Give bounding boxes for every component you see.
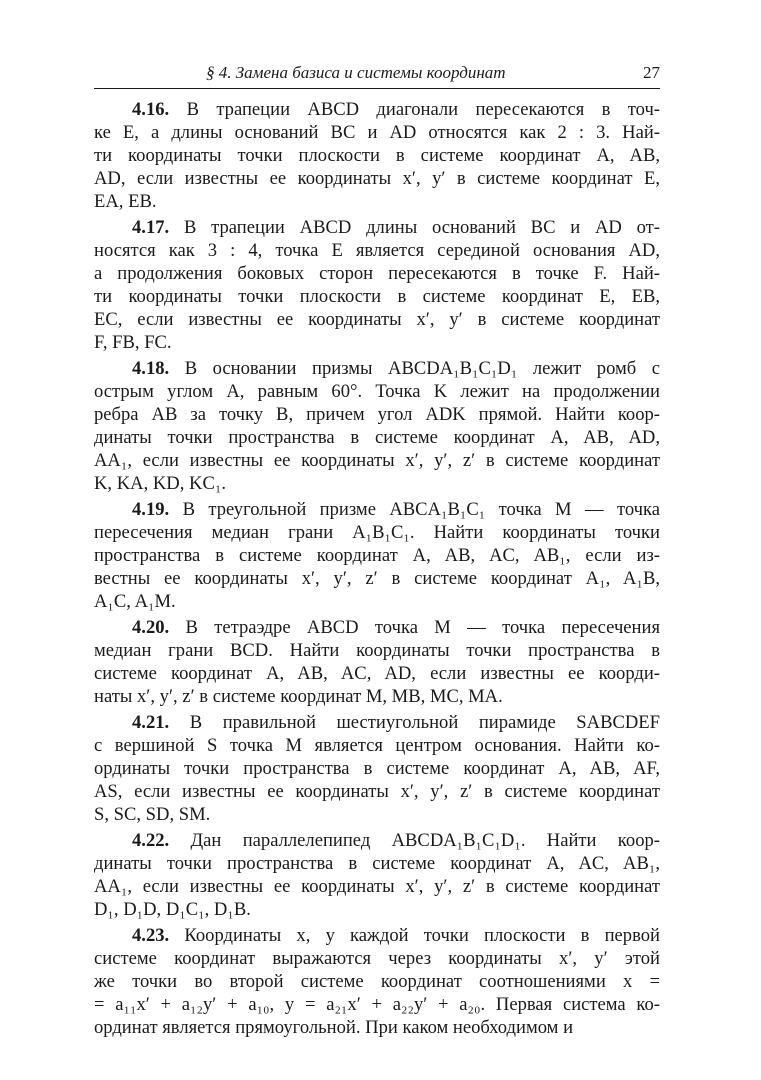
problem-line [94, 993, 660, 1016]
problem-list [94, 98, 660, 1042]
problem-line [94, 544, 660, 567]
problem-4-19 [94, 498, 660, 613]
problem-text: пространства в системе координат A, AB, AC, AB₁, если из- [94, 545, 660, 566]
problem-4-22 [94, 829, 660, 921]
problem-number: 4.17. [132, 217, 170, 238]
problem-line [94, 98, 660, 121]
problem-text: ти координаты точки плоскости в системе координат E, EB, [94, 286, 660, 307]
problem-line [94, 262, 660, 285]
problem-text: AA₁, если известны ее координаты x′, y′, z′ в системе координат [94, 450, 660, 471]
problem-text: K, KA, KD, KC₁. [94, 473, 226, 494]
problem-line [94, 947, 660, 970]
problem-line [94, 449, 660, 472]
problem-text: AS, если известны ее координаты x′, y′, z′ в системе координат [94, 781, 660, 802]
problem-text: В треугольной призме ABCA₁B₁C₁ точка M — точка [182, 499, 660, 520]
problem-number: 4.18. [132, 358, 170, 379]
page-number: 27 [643, 63, 660, 82]
problem-text: = a₁₁x′ + a₁₂y′ + a₁₀, y = a₂₁x′ + a₂₂y′ + a₂₀. Первая система ко- [94, 994, 660, 1015]
problem-line [94, 521, 660, 544]
problem-text: пересечения медиан грани A₁B₁C₁. Найти координаты точки [94, 522, 660, 543]
problem-line [94, 734, 660, 757]
problem-text: В правильной шестиугольной пирамиде SABCDEF [189, 712, 660, 733]
problem-line [94, 757, 660, 780]
problem-text: ординат является прямоугольной. При каком необходимом и [94, 1017, 574, 1038]
problem-line [94, 924, 660, 947]
problem-line [94, 285, 660, 308]
problem-4-17 [94, 216, 660, 354]
problem-text: В тетраэдре ABCD точка M — точка пересечения [185, 617, 660, 638]
problem-line [94, 426, 660, 449]
problem-text: Координаты x, y каждой точки плоскости в первой [184, 925, 660, 946]
problem-line [94, 639, 660, 662]
problem-4-16 [94, 98, 660, 213]
problem-line [94, 711, 660, 734]
problem-number: 4.20. [132, 617, 170, 638]
problem-text: ординаты точки пространства в системе координат A, AB, AF, [94, 758, 660, 779]
problem-text: В основании призмы ABCDA₁B₁C₁D₁ лежит ромб с [184, 358, 660, 379]
problem-text: медиан грани BCD. Найти координаты точки пространства в [94, 640, 660, 661]
header-rule [94, 88, 660, 89]
problem-text: В трапеции ABCD диагонали пересекаются в точ- [186, 99, 660, 120]
problem-4-18 [94, 357, 660, 495]
problem-line [94, 216, 660, 239]
problem-line [94, 875, 660, 898]
problem-text: наты x′, y′, z′ в системе координат M, MB, MC, MA. [94, 686, 503, 707]
problem-line [94, 567, 660, 590]
problem-line [94, 121, 660, 144]
problem-line [94, 498, 660, 521]
problem-text: Дан параллелепипед ABCDA₁B₁C₁D₁. Найти коор- [190, 830, 660, 851]
problem-line [94, 1016, 660, 1039]
problem-number: 4.21. [132, 712, 170, 733]
problem-line [94, 403, 660, 426]
problem-line [94, 331, 660, 354]
problem-number: 4.16. [132, 99, 170, 120]
problem-line [94, 780, 660, 803]
problem-line [94, 970, 660, 993]
problem-line [94, 308, 660, 331]
problem-line [94, 190, 660, 213]
problem-text: острым углом A, равным 60°. Точка K лежит на продолжении [94, 381, 660, 402]
problem-text: AA₁, если известны ее координаты x′, y′, z′ в системе координат [94, 876, 660, 897]
problem-line [94, 380, 660, 403]
problem-4-20 [94, 616, 660, 708]
problem-text: вестны ее координаты x′, y′, z′ в системе координат A₁, A₁B, [94, 568, 660, 589]
problem-text: системе координат A, AB, AC, AD, если известны ее коорди- [94, 663, 660, 684]
problem-text: AD, если известны ее координаты x′, y′ в системе координат E, [94, 168, 660, 189]
problem-number: 4.22. [132, 830, 170, 851]
problem-line [94, 357, 660, 380]
problem-text: системе координат выражаются через координаты x′, y′ этой [94, 948, 660, 969]
problem-4-21 [94, 711, 660, 826]
problem-number: 4.19. [132, 499, 170, 520]
problem-line [94, 239, 660, 262]
problem-line [94, 616, 660, 639]
running-title: § 4. Замена базиса и системы координат [206, 63, 506, 82]
problem-text: а продолжения боковых сторон пересекаются в точке F. Най- [94, 263, 660, 284]
problem-text: В трапеции ABCD длины оснований BC и AD от- [183, 217, 660, 238]
problem-line [94, 803, 660, 826]
problem-line [94, 685, 660, 708]
problem-text: S, SC, SD, SM. [94, 804, 211, 825]
problem-text: D₁, D₁D, D₁C₁, D₁B. [94, 899, 251, 920]
problem-text: с вершиной S точка M является центром основания. Найти ко- [94, 735, 660, 756]
problem-line [94, 898, 660, 921]
problem-text: носятся как 3 : 4, точка E является серединой основания AD, [94, 240, 660, 261]
problem-line [94, 472, 660, 495]
problem-line [94, 590, 660, 613]
problem-text: ребра AB за точку B, причем угол ADK прямой. Найти коор- [94, 404, 660, 425]
problem-text: EA, EB. [94, 191, 157, 212]
problem-number: 4.23. [132, 925, 170, 946]
problem-text: EC, если известны ее координаты x′, y′ в системе координат [94, 309, 660, 330]
problem-line [94, 852, 660, 875]
problem-text: же точки во второй системе координат соотношениями x = [94, 971, 660, 992]
problem-text: динаты точки пространства в системе координат A, AB, AD, [94, 427, 660, 448]
problem-text: A₁C, A₁M. [94, 591, 176, 612]
problem-text: ти координаты точки плоскости в системе координат A, AB, [94, 145, 660, 166]
problem-text: динаты точки пространства в системе координат A, AC, AB₁, [94, 853, 660, 874]
problem-4-23 [94, 924, 660, 1039]
problem-text: ке E, а длины оснований BC и AD относятся как 2 : 3. Най- [94, 122, 660, 143]
problem-line [94, 144, 660, 167]
problem-line [94, 829, 660, 852]
problem-line [94, 167, 660, 190]
problem-line [94, 662, 660, 685]
problem-text: F, FB, FC. [94, 332, 172, 353]
